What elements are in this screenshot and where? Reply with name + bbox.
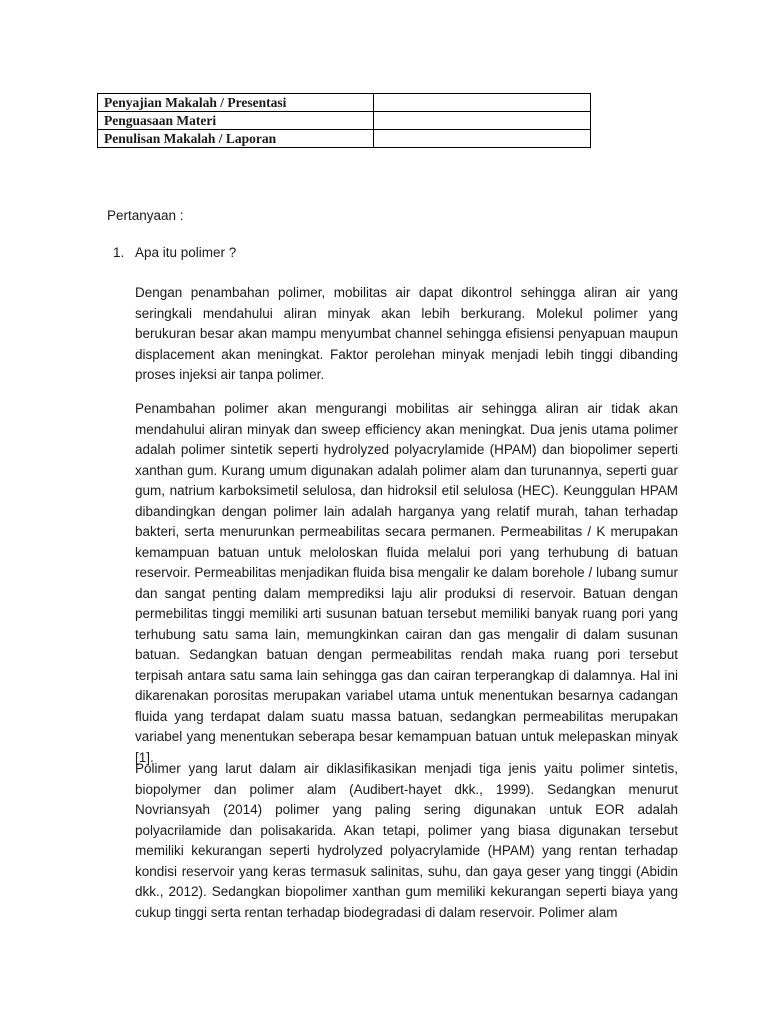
question-number: 1. xyxy=(113,245,125,260)
table-row xyxy=(98,94,591,112)
table-row xyxy=(98,130,591,148)
question-item xyxy=(113,245,236,260)
table-row-value xyxy=(373,94,590,112)
table-row-label: Penulisan Makalah / Laporan xyxy=(98,130,374,148)
table-row-label: Penyajian Makalah / Presentasi xyxy=(98,94,374,112)
answer-paragraph: Penambahan polimer akan mengurangi mobilitas air sehingga aliran air tidak akan mendahului aliran minyak dan sweep efficiency akan meningkat. Dua jenis utama polimer adalah polimer sintetik seperti hydrolyzed polyacrylamide (HPAM) dan biopolimer seperti xanthan gum. Kurang umum digunakan adalah polimer alam dan turunannya, seperti guar gum, natrium karboksimetil selulosa, dan hidroksil etil selulosa (HEC). Keunggulan HPAM dibandingkan dengan polimer lain adalah harganya yang relatif murah, tahan terhadap bakteri, serta menurunkan permeabilitas secara permanen. Permeabilitas / K merupakan kemampuan batuan untuk meloloskan fluida melalui pori yang terhubung di batuan reservoir. Permeabilitas menjadikan fluida bisa mengalir ke dalam borehole / lubang sumur dan sangat penting dalam memprediksi laju alir produksi di reservoir. Batuan dengan permebilitas tinggi memiliki arti susunan batuan tersebut memiliki banyak ruang pori yang terhubung satu sama lain, memungkinkan cairan dan gas mengalir di dalam susunan batuan. Sedangkan batuan dengan permeabilitas rendah maka ruang pori tersebut terpisah antara satu sama lain sehingga gas dan cairan terperangkap di dalamnya. Hal ini dikarenakan porositas merupakan variabel utama untuk menentukan besarnya cadangan fluida yang terdapat dalam suatu massa batuan, sedangkan permeabilitas merupakan variabel yang menentukan seberapa besar kemampuan batuan untuk melepaskan minyak [1]. xyxy=(135,401,678,765)
answer-paragraph: Dengan penambahan polimer, mobilitas air dapat dikontrol sehingga aliran air yang seringkali mendahului aliran minyak akan lebih berkurang. Molekul polimer yang berukuran besar akan mampu menyumbat channel sehingga efisiensi penyapuan maupun displacement akan meningkat. Faktor perolehan minyak menjadi lebih tinggi dibanding proses injeksi air tanpa polimer. xyxy=(135,285,678,382)
table-row-value xyxy=(373,112,590,130)
answer-paragraph: Polimer yang larut dalam air diklasifikasikan menjadi tiga jenis yaitu polimer sintetis, biopolymer dan polimer alam (Audibert-hayet dkk., 1999). Sedangkan menurut Novriansyah (2014) polimer yang paling sering digunakan untuk EOR adalah polyacrilamide dan polisakarida. Akan tetapi, polimer yang biasa digunakan tersebut memiliki kekurangan seperti hydrolyzed polyacrylamide (HPAM) yang rentan terhadap kondisi reservoir yang keras termasuk salinitas, suhu, dan gaya geser yang tinggi (Abidin dkk., 2012). Sedangkan biopolimer xanthan gum memiliki kekurangan seperti biaya yang cukup tinggi serta rentan terhadap biodegradasi di dalam reservoir. Polimer alam xyxy=(135,761,678,920)
table-row-value xyxy=(373,130,590,148)
question-text: Apa itu polimer ? xyxy=(135,245,237,260)
table-row-label: Penguasaan Materi xyxy=(98,112,374,130)
table-row xyxy=(98,112,591,130)
assessment-table xyxy=(97,93,591,148)
questions-heading: Pertanyaan : xyxy=(107,208,184,223)
